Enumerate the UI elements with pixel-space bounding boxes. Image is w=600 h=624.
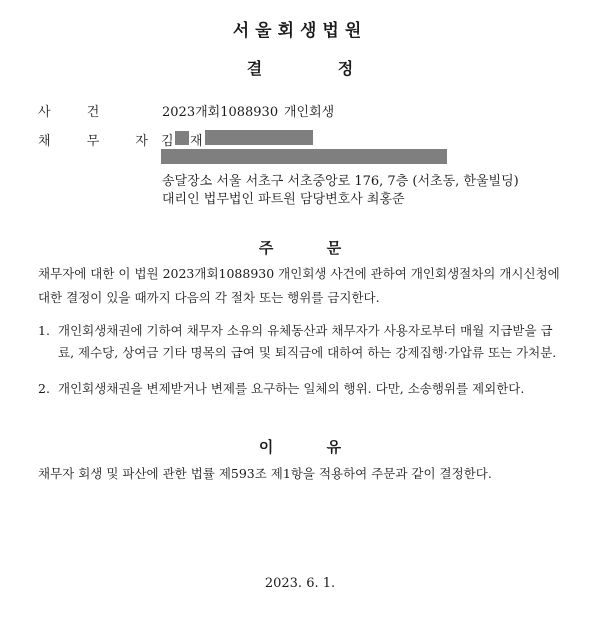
order-intro: 채무자에 대한 이 법원 2023개회1088930 개인회생 사건에 관하여 개인회생절차의 개시신청에 대한 결정이 있을 때까지 다음의 각 절차 또는 행위를 금지한다.	[38, 266, 560, 305]
reason-heading: 이 유	[258, 438, 342, 456]
debtor-name-first: 김	[161, 134, 174, 149]
case-label: 사 건	[38, 105, 116, 120]
item-text: 개인회생채권에 기하여 채무자 소유의 유체동산과 채무자가 사용자로부터 매월 지급받을 급료, 제수당, 상여금 기타 명목의 급여 및 퇴직금에 대하여 하는 강제집행·가압류 또는 가처분.	[58, 323, 557, 360]
item-number: 1.	[38, 323, 50, 338]
debtor-label: 채 무 자	[38, 134, 164, 149]
document-title: 결 정	[246, 59, 354, 78]
case-type: 개인회생	[284, 105, 335, 120]
order-item	[38, 378, 566, 400]
service-place: 송달장소 서울 서초구 서초중앙로 176, 7층 (서초동, 한울빌딩)	[162, 174, 519, 189]
item-number: 2.	[38, 381, 50, 396]
order-heading: 주 문	[258, 239, 342, 257]
decision-date: 2023. 6. 1.	[264, 576, 336, 591]
case-number: 2023개회1088930	[162, 105, 279, 120]
redaction-block	[161, 149, 447, 164]
debtor-name-last: 재	[190, 134, 203, 149]
agent: 대리인 법무법인 파트원 담당변호사 최홍준	[162, 192, 405, 207]
item-text: 개인회생채권을 변제받거나 변제를 요구하는 일체의 행위. 다만, 소송행위를 제외한다.	[58, 381, 525, 396]
redaction-block	[175, 131, 189, 145]
redaction-block	[205, 130, 313, 145]
reason-text: 채무자 회생 및 파산에 관한 법률 제593조 제1항을 적용하여 주문과 같이 결정한다.	[38, 466, 492, 481]
court-name: 서울회생법원	[232, 21, 368, 41]
order-item	[38, 320, 566, 364]
